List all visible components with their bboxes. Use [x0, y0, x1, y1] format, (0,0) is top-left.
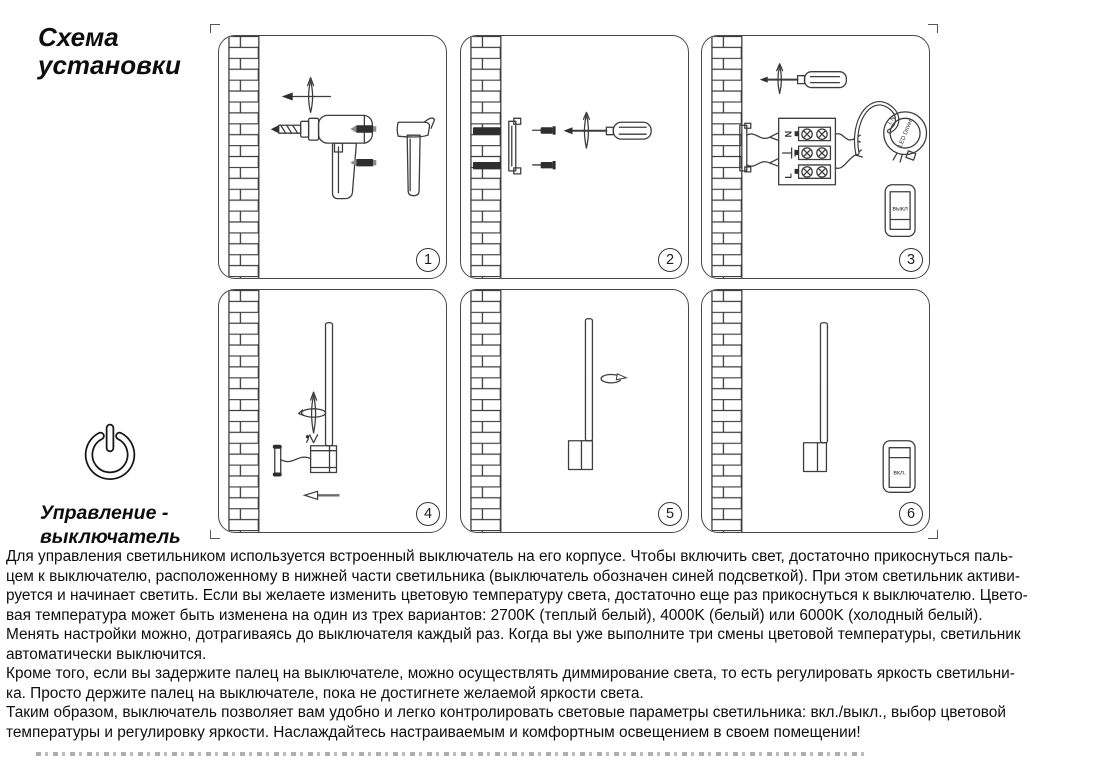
step-number-badge: 4 — [416, 502, 440, 526]
push-left-arrow — [305, 491, 340, 499]
step-number-badge: 2 — [658, 248, 682, 272]
page-title-line2: установки — [38, 49, 181, 80]
body-line: Для управления светильником используется встроенный выключатель на его корпусе. Чтобы включить свет, достаточно прикоснуться паль- — [6, 548, 1014, 565]
brick-wall — [229, 290, 259, 532]
screwdriver-icon — [760, 64, 847, 94]
panel-step-3 — [701, 35, 930, 279]
body-line: автоматически выключится. — [6, 645, 207, 663]
body-line: Таким образом, выключатель позволяет вам удобно и легко контролировать световые параметры светильника: вкл./выкл., выбор цветовой — [6, 704, 1006, 722]
body-line: цем к выключателю, расположенному в нижней части светильника (выключатель обозначен синей подсветкой). При этом светильник активи- — [6, 567, 1020, 585]
dowel-icons — [350, 125, 376, 166]
body-line: вая температура может быть изменена на один из трех вариантов: 2700K (теплый белый), 4000K (белый) или 6000K (холодный белый). — [6, 606, 983, 624]
screw-icons — [533, 126, 556, 169]
panel-2-illustration — [461, 36, 688, 278]
move-arrows-icon — [282, 78, 331, 113]
body-line: Менять настройки можно, дотрагиваясь до выключателя каждый раз. Когда вы уже выполните три смены цветовой температуры, светильник — [6, 626, 1021, 644]
driver-pins-label: L N — [887, 115, 897, 126]
lamp-tube — [820, 323, 827, 443]
power-icon — [82, 420, 138, 490]
terminal-block — [779, 118, 836, 184]
terminal-label-l: L — [783, 173, 794, 179]
rotate-insert-arrows — [299, 392, 326, 443]
brick-wall — [712, 36, 742, 278]
cable-clip-mark — [306, 435, 309, 442]
body-line: Кроме того, если вы задержите палец на выключателе, можно осуществлять диммирование света, то есть регулировать яркость светильни- — [6, 665, 1015, 683]
switch-off-label: выкл — [892, 205, 908, 213]
body-line: ка. Просто держите палец на выключателе, пока не достигнете желаемой яркости света. — [6, 684, 644, 702]
lamp-cable — [281, 457, 311, 462]
panel-4-illustration — [219, 290, 446, 532]
lamp-tube — [326, 323, 333, 446]
panel-1-illustration — [219, 36, 446, 278]
mounting-bracket-icon — [273, 445, 282, 477]
panel-6-illustration — [702, 290, 929, 532]
panel-step-5 — [460, 289, 689, 533]
step-number-badge: 6 — [899, 502, 923, 526]
page-title-line1: Схема — [38, 22, 119, 52]
lamp-tube — [585, 319, 592, 441]
lamp-base-box — [569, 441, 593, 470]
wall-switch-off — [885, 185, 915, 237]
brick-wall — [229, 36, 259, 278]
crop-mark-top-left — [210, 24, 220, 33]
body-text — [6, 547, 1028, 742]
panel-step-2 — [460, 35, 689, 279]
step-number-badge: 3 — [899, 248, 923, 272]
led-driver-icon — [884, 112, 927, 162]
panel-5-illustration — [461, 290, 688, 532]
driver-label: LED Driver — [897, 118, 915, 149]
body-line: руется и начинает светить. Если вы желаете изменить цветовую температуру света, достаточно еще раз прикоснуться к выключателю. Цвето- — [6, 587, 1028, 605]
panel-step-1 — [218, 35, 447, 279]
hammer-icon — [397, 118, 434, 196]
step-number-badge: 5 — [658, 502, 682, 526]
lamp-base-box — [311, 446, 337, 473]
screwdriver-icon — [564, 112, 652, 148]
brick-wall — [712, 290, 742, 532]
switch-on-label: вкл. — [893, 469, 906, 477]
bracket-wires — [747, 133, 778, 166]
page-title — [38, 24, 181, 79]
brick-wall — [471, 290, 501, 532]
brick-wall — [471, 36, 501, 278]
panel-step-6 — [701, 289, 930, 533]
step-number-badge: 1 — [416, 248, 440, 272]
control-caption-line2: выключатель — [40, 525, 181, 548]
rotate-arrow-icon — [601, 374, 626, 383]
mounting-bracket-icon — [509, 118, 521, 174]
control-caption — [40, 502, 181, 549]
crop-mark-top-right — [928, 24, 938, 33]
crop-mark-bottom-right — [928, 530, 938, 539]
terminal-label-n: N — [783, 130, 794, 138]
terminal-screws — [802, 129, 827, 177]
control-caption-line1: Управление - — [40, 502, 169, 524]
lamp-base-box — [804, 443, 827, 472]
body-line: температуры и регулировку яркости. Наслаждайтесь настраиваемым и комфортным освещением в своем помещении! — [6, 723, 861, 741]
panel-step-4 — [218, 289, 447, 533]
wall-switch-on — [883, 441, 915, 493]
panel-3-illustration — [702, 36, 929, 278]
cropped-next-line — [36, 752, 868, 756]
